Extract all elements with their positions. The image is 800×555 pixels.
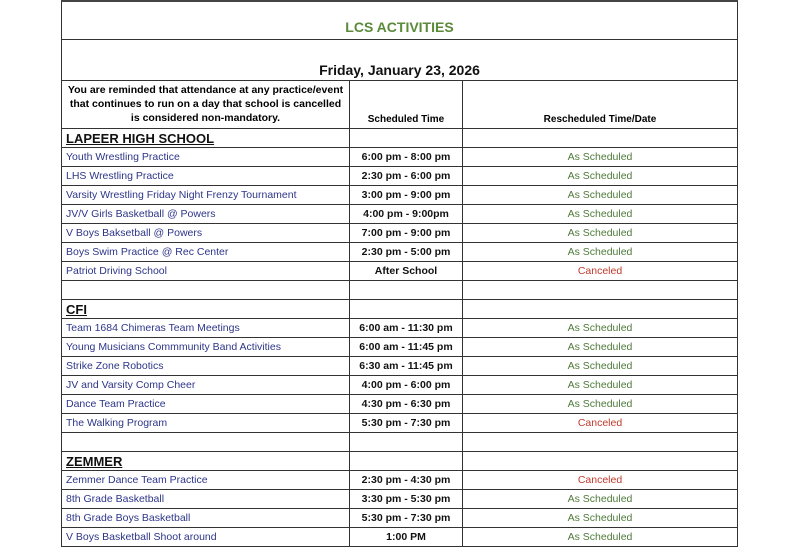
section-name: LAPEER HIGH SCHOOL — [62, 129, 350, 148]
status: As Scheduled — [463, 338, 738, 357]
attendance-note: You are reminded that attendance at any practice/event that continues to run on a day that school is cancelled is considered non-mandatory. — [62, 81, 350, 129]
scheduled-time: 4:00 pm - 6:00 pm — [350, 376, 463, 395]
empty-cell — [463, 452, 738, 471]
empty-cell — [463, 281, 738, 300]
section-header-row — [62, 300, 738, 319]
table-row — [62, 414, 738, 433]
date-row — [62, 40, 738, 81]
scheduled-time: 3:00 pm - 9:00 pm — [350, 186, 463, 205]
table-row — [62, 471, 738, 490]
scheduled-time: 4:30 pm - 6:30 pm — [350, 395, 463, 414]
activities-table — [61, 0, 738, 547]
sheet-date: Friday, January 23, 2026 — [62, 40, 738, 81]
status: As Scheduled — [463, 509, 738, 528]
table-row — [62, 167, 738, 186]
spacer-row — [62, 281, 738, 300]
empty-cell — [463, 433, 738, 452]
empty-cell — [463, 129, 738, 148]
empty-cell — [62, 281, 350, 300]
scheduled-time: 2:30 pm - 5:00 pm — [350, 243, 463, 262]
table-row — [62, 148, 738, 167]
status: As Scheduled — [463, 490, 738, 509]
rescheduled-header: Rescheduled Time/Date — [463, 81, 738, 129]
status: As Scheduled — [463, 243, 738, 262]
section-name: CFI — [62, 300, 350, 319]
status: As Scheduled — [463, 224, 738, 243]
status: Canceled — [463, 414, 738, 433]
activities-sheet — [61, 0, 738, 547]
table-row — [62, 319, 738, 338]
empty-cell — [62, 433, 350, 452]
activity-name: 8th Grade Basketball — [62, 490, 350, 509]
scheduled-time: 7:00 pm - 9:00 pm — [350, 224, 463, 243]
activity-name: Boys Swim Practice @ Rec Center — [62, 243, 350, 262]
scheduled-time: 6:00 am - 11:30 pm — [350, 319, 463, 338]
sheet-title: LCS ACTIVITIES — [62, 1, 738, 40]
status: As Scheduled — [463, 376, 738, 395]
spacer-row — [62, 433, 738, 452]
table-row — [62, 243, 738, 262]
activity-name: The Walking Program — [62, 414, 350, 433]
empty-cell — [463, 300, 738, 319]
scheduled-time: 5:30 pm - 7:30 pm — [350, 414, 463, 433]
table-row — [62, 338, 738, 357]
activity-name: Dance Team Practice — [62, 395, 350, 414]
section-header-row — [62, 452, 738, 471]
table-row — [62, 205, 738, 224]
scheduled-time: 1:00 PM — [350, 528, 463, 547]
status: As Scheduled — [463, 357, 738, 376]
activity-name: V Boys Basketball Shoot around — [62, 528, 350, 547]
scheduled-time-header: Scheduled Time — [350, 81, 463, 129]
activity-name: Zemmer Dance Team Practice — [62, 471, 350, 490]
table-row — [62, 395, 738, 414]
scheduled-time: 6:00 am - 11:45 pm — [350, 338, 463, 357]
status: As Scheduled — [463, 148, 738, 167]
status: As Scheduled — [463, 395, 738, 414]
activity-name: Varsity Wrestling Friday Night Frenzy Tournament — [62, 186, 350, 205]
activity-name: Patriot Driving School — [62, 262, 350, 281]
status: As Scheduled — [463, 319, 738, 338]
section-name: ZEMMER — [62, 452, 350, 471]
scheduled-time: 3:30 pm - 5:30 pm — [350, 490, 463, 509]
table-row — [62, 224, 738, 243]
title-row — [62, 1, 738, 40]
table-row — [62, 262, 738, 281]
activity-name: LHS Wrestling Practice — [62, 167, 350, 186]
activity-name: Youth Wrestling Practice — [62, 148, 350, 167]
activity-name: Young Musicians Commmunity Band Activities — [62, 338, 350, 357]
status: Canceled — [463, 262, 738, 281]
table-row — [62, 490, 738, 509]
status: As Scheduled — [463, 205, 738, 224]
section-header-row — [62, 129, 738, 148]
activity-name: V Boys Bakset​ball @ Powers — [62, 224, 350, 243]
table-row — [62, 528, 738, 547]
status: As Scheduled — [463, 528, 738, 547]
table-row — [62, 509, 738, 528]
status: As Scheduled — [463, 186, 738, 205]
table-row — [62, 357, 738, 376]
scheduled-time: 6:30 am - 11:45 pm — [350, 357, 463, 376]
scheduled-time: 2:30 pm - 4:30 pm — [350, 471, 463, 490]
empty-cell — [350, 129, 463, 148]
scheduled-time: 2:30 pm - 6:00 pm — [350, 167, 463, 186]
activity-name: Strike Zone Robotics — [62, 357, 350, 376]
status: Canceled — [463, 471, 738, 490]
empty-cell — [350, 281, 463, 300]
scheduled-time: 6:00 pm - 8:00 pm — [350, 148, 463, 167]
status: As Scheduled — [463, 167, 738, 186]
empty-cell — [350, 433, 463, 452]
scheduled-time: After School — [350, 262, 463, 281]
table-row — [62, 376, 738, 395]
empty-cell — [350, 452, 463, 471]
table-row — [62, 186, 738, 205]
empty-cell — [350, 300, 463, 319]
activity-name: Team 1684 Chimeras Team Meetings — [62, 319, 350, 338]
scheduled-time: 5:30 pm - 7:30 pm — [350, 509, 463, 528]
activity-name: 8th Grade Boys Basketball — [62, 509, 350, 528]
activity-name: JV/V Girls Basketball @ Powers — [62, 205, 350, 224]
activity-name: JV and Varsity Comp Cheer — [62, 376, 350, 395]
header-row — [62, 81, 738, 129]
scheduled-time: 4:00 pm - 9:00pm — [350, 205, 463, 224]
